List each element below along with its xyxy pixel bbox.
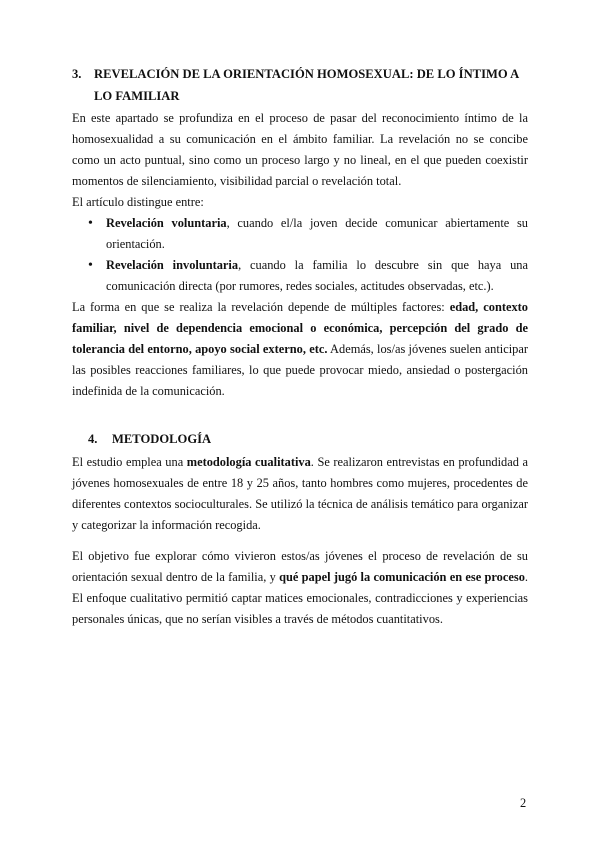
section-4-paragraph-1: [72, 452, 528, 536]
p1-intro: El estudio emplea una: [72, 455, 187, 469]
p1-rest: . Se realizaron entrevistas en profundidad a jóvenes homosexuales de entre 18 y 25 años, tanto hombres como mujeres, procedentes de diferentes contextos socioculturales. Se utilizó la técnica de análisis temático para organizar y categorizar la información recogida.: [72, 455, 528, 532]
factors-intro: La forma en que se realiza la revelación depende de múltiples factores:: [72, 300, 450, 314]
section-4-title: METODOLOGÍA: [112, 432, 212, 446]
bullet-icon: •: [88, 258, 93, 273]
list-item-rest: , cuando el/la joven decide comunicar abiertamente su orientación.: [106, 216, 528, 251]
list-item-rest: , cuando la familia lo descubre sin que haya una comunicación directa (por rumores, redes sociales, actitudes observadas, etc.).: [106, 258, 528, 293]
factors-rest: Además, los/as jóvenes suelen anticipar las posibles reacciones familiares, lo que puede provocar miedo, ansiedad o postergación indefinida de la comunicación.: [72, 342, 528, 398]
section-4-paragraph-2: [72, 546, 528, 630]
page-number: 2: [520, 796, 527, 810]
section-3-number: 3.: [72, 67, 82, 81]
section-3-heading: [56, 63, 528, 107]
section-4-number: 4.: [88, 432, 98, 446]
p1-bold: metodología cualitativa: [186, 455, 311, 469]
factors-list: edad, contexto familiar, nivel de dependencia emocional o económica, percepción del grado de tolerancia del entorno, apoyo social externo, etc.: [72, 300, 528, 356]
list-item-text: [106, 255, 528, 297]
list-item: [72, 213, 528, 255]
list-item: [72, 255, 528, 297]
p2-bold: qué papel jugó la comunicación en ese proceso: [279, 570, 525, 584]
p2-rest: . El enfoque cualitativo permitió captar matices emocionales, contradicciones y experiencias personales únicas, que no serían visibles a través de métodos cuantitativos.: [72, 570, 528, 626]
section-3-intro: En este apartado se profundiza en el proceso de pasar del reconocimiento íntimo de la homosexualidad a su comunicación en el ámbito familiar. La revelación no se concibe como un acto puntual, sino como un proceso largo y no lineal, en el que pueden coexistir momentos de silenciamiento, visibilidad parcial o revelación total.: [72, 111, 528, 188]
page-content: [72, 63, 528, 630]
list-item-bold: Revelación voluntaria: [106, 216, 227, 230]
bullet-icon: •: [88, 216, 93, 231]
list-item-bold: Revelación involuntaria: [106, 258, 239, 272]
section-3-title: REVELACIÓN DE LA ORIENTACIÓN HOMOSEXUAL: DE LO ÍNTIMO A LO FAMILIAR: [94, 67, 519, 103]
section-3-lead: El artículo distingue entre:: [72, 195, 204, 209]
section-4-heading: [72, 428, 528, 450]
p2-intro: El objetivo fue explorar cómo vivieron estos/as jóvenes el proceso de revelación de su orientación sexual dentro de la familia, y: [72, 549, 528, 584]
revelation-types-list: [72, 213, 528, 297]
section-3-factors: [72, 297, 528, 402]
list-item-text: [106, 213, 528, 255]
